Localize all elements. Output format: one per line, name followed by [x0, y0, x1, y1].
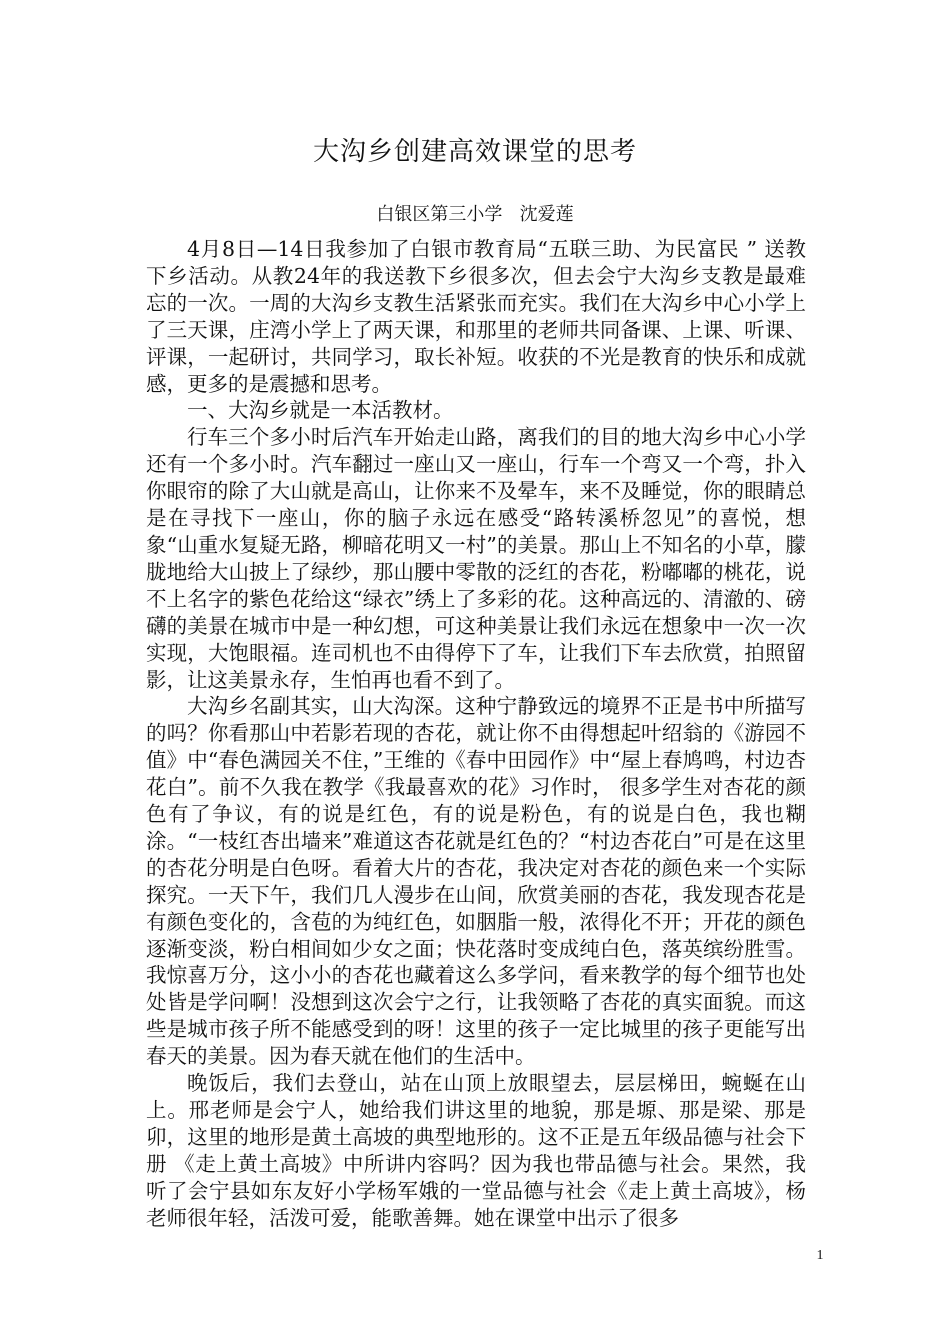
- author-line: 白银区第三小学 沈爱莲: [376, 204, 574, 225]
- paragraph: 行车三个多小时后汽车开始走山路，离我们的目的地大沟乡中心小学还有一个多小时。汽车翻过一座山又一座山，行车一个弯又一个弯，扑入你眼帘的除了大山就是高山，让你来不及晕车，来不及睡觉，你的眼睛总是在寻找下一座山，你的脑子永远在感受“路转溪桥忽见”的喜悦，想象“山重水复疑无路，柳暗花明又一村”的美景。那山上不知名的小草，朦胧地给大山披上了绿纱，那山腰中零散的泛红的杏花，粉嘟嘟的桃花，说不上名字的紫色花给这“绿衣”绣上了多彩的花。这种高远的、清澈的、磅礴的美景在城市中是一种幻想，可这种美景让我们永远在想象中一次一次实现，大饱眼福。连司机也不由得停下了车，让我们下车去欣赏，拍照留影，让这美景永存，生怕再也看不到了。: [146, 425, 806, 692]
- paragraph: 晚饭后，我们去登山，站在山顶上放眼望去，层层梯田，蜿蜒在山上。邢老师是会宁人，她给我们讲这里的地貌，那是塬、那是梁、那是卯，这里的地形是黄土高坡的典型地形的。这不正是五年级品德与社会下册 《走上黄土高坡》中所讲内容吗？因为我也带品德与社会。果然，我听了会宁县如东友好小学杨军娥的一堂品德与社会《走上黄土高坡》，杨老师很年轻，活泼可爱，能歌善舞。她在课堂中出示了很多: [146, 1071, 806, 1230]
- section-heading: 一、大沟乡就是一本活教材。: [187, 398, 454, 423]
- page-number: 1: [816, 1248, 824, 1263]
- body-text: [146, 236, 806, 1232]
- document-title: 大沟乡创建高效课堂的思考: [312, 137, 637, 167]
- paragraph: 大沟乡名副其实，山大沟深。这种宁静致远的境界不正是书中所描写的吗？你看那山中若影若现的杏花，就让你不由得想起叶绍翁的《游园不值》中“春色满园关不住，”王维的《春中田园作》中“屋上春鸠鸣，村边杏花白”。前不久我在教学《我最喜欢的花》习作时， 很多学生对杏花的颜色有了争议，有的说是红色，有的说是粉色，有的说是白色，我也糊涂。“一枝红杏出墙来”难道这杏花就是红色的？“村边杏花白”可是在这里的杏花分明是白色呀。看着大片的杏花，我决定对杏花的颜色来一个实际探究。一天下午，我们几人漫步在山间，欣赏美丽的杏花，我发现杏花是有颜色变化的，含苞的为纯红色，如胭脂一般，浓得化不开；开花的颜色逐渐变淡，粉白相间如少女之面；快花落时变成纯白色，落英缤纷胜雪。我惊喜万分，这小小的杏花也藏着这么多学问，看来教学的每个细节也处处皆是学问啊！没想到这次会宁之行，让我领略了杏花的真实面貌。而这些是城市孩子所不能感受到的呀！这里的孩子一定比城里的孩子更能写出春天的美景。因为春天就在他们的生活中。: [146, 694, 806, 1069]
- paragraph: 4月8日—14日我参加了白银市教育局“五联三助、为民富民 ” 送教下乡活动。从教24年的我送教下乡很多次，但去会宁大沟乡支教是最难忘的一次。一周的大沟乡支教生活紧张而充实。我们在大沟乡中心小学上了三天课，庄湾小学上了两天课，和那里的老师共同备课、上课、听课、评课，一起研讨，共同学习，取长补短。收获的不光是教育的快乐和成就感，更多的是震撼和思考。: [146, 237, 806, 396]
